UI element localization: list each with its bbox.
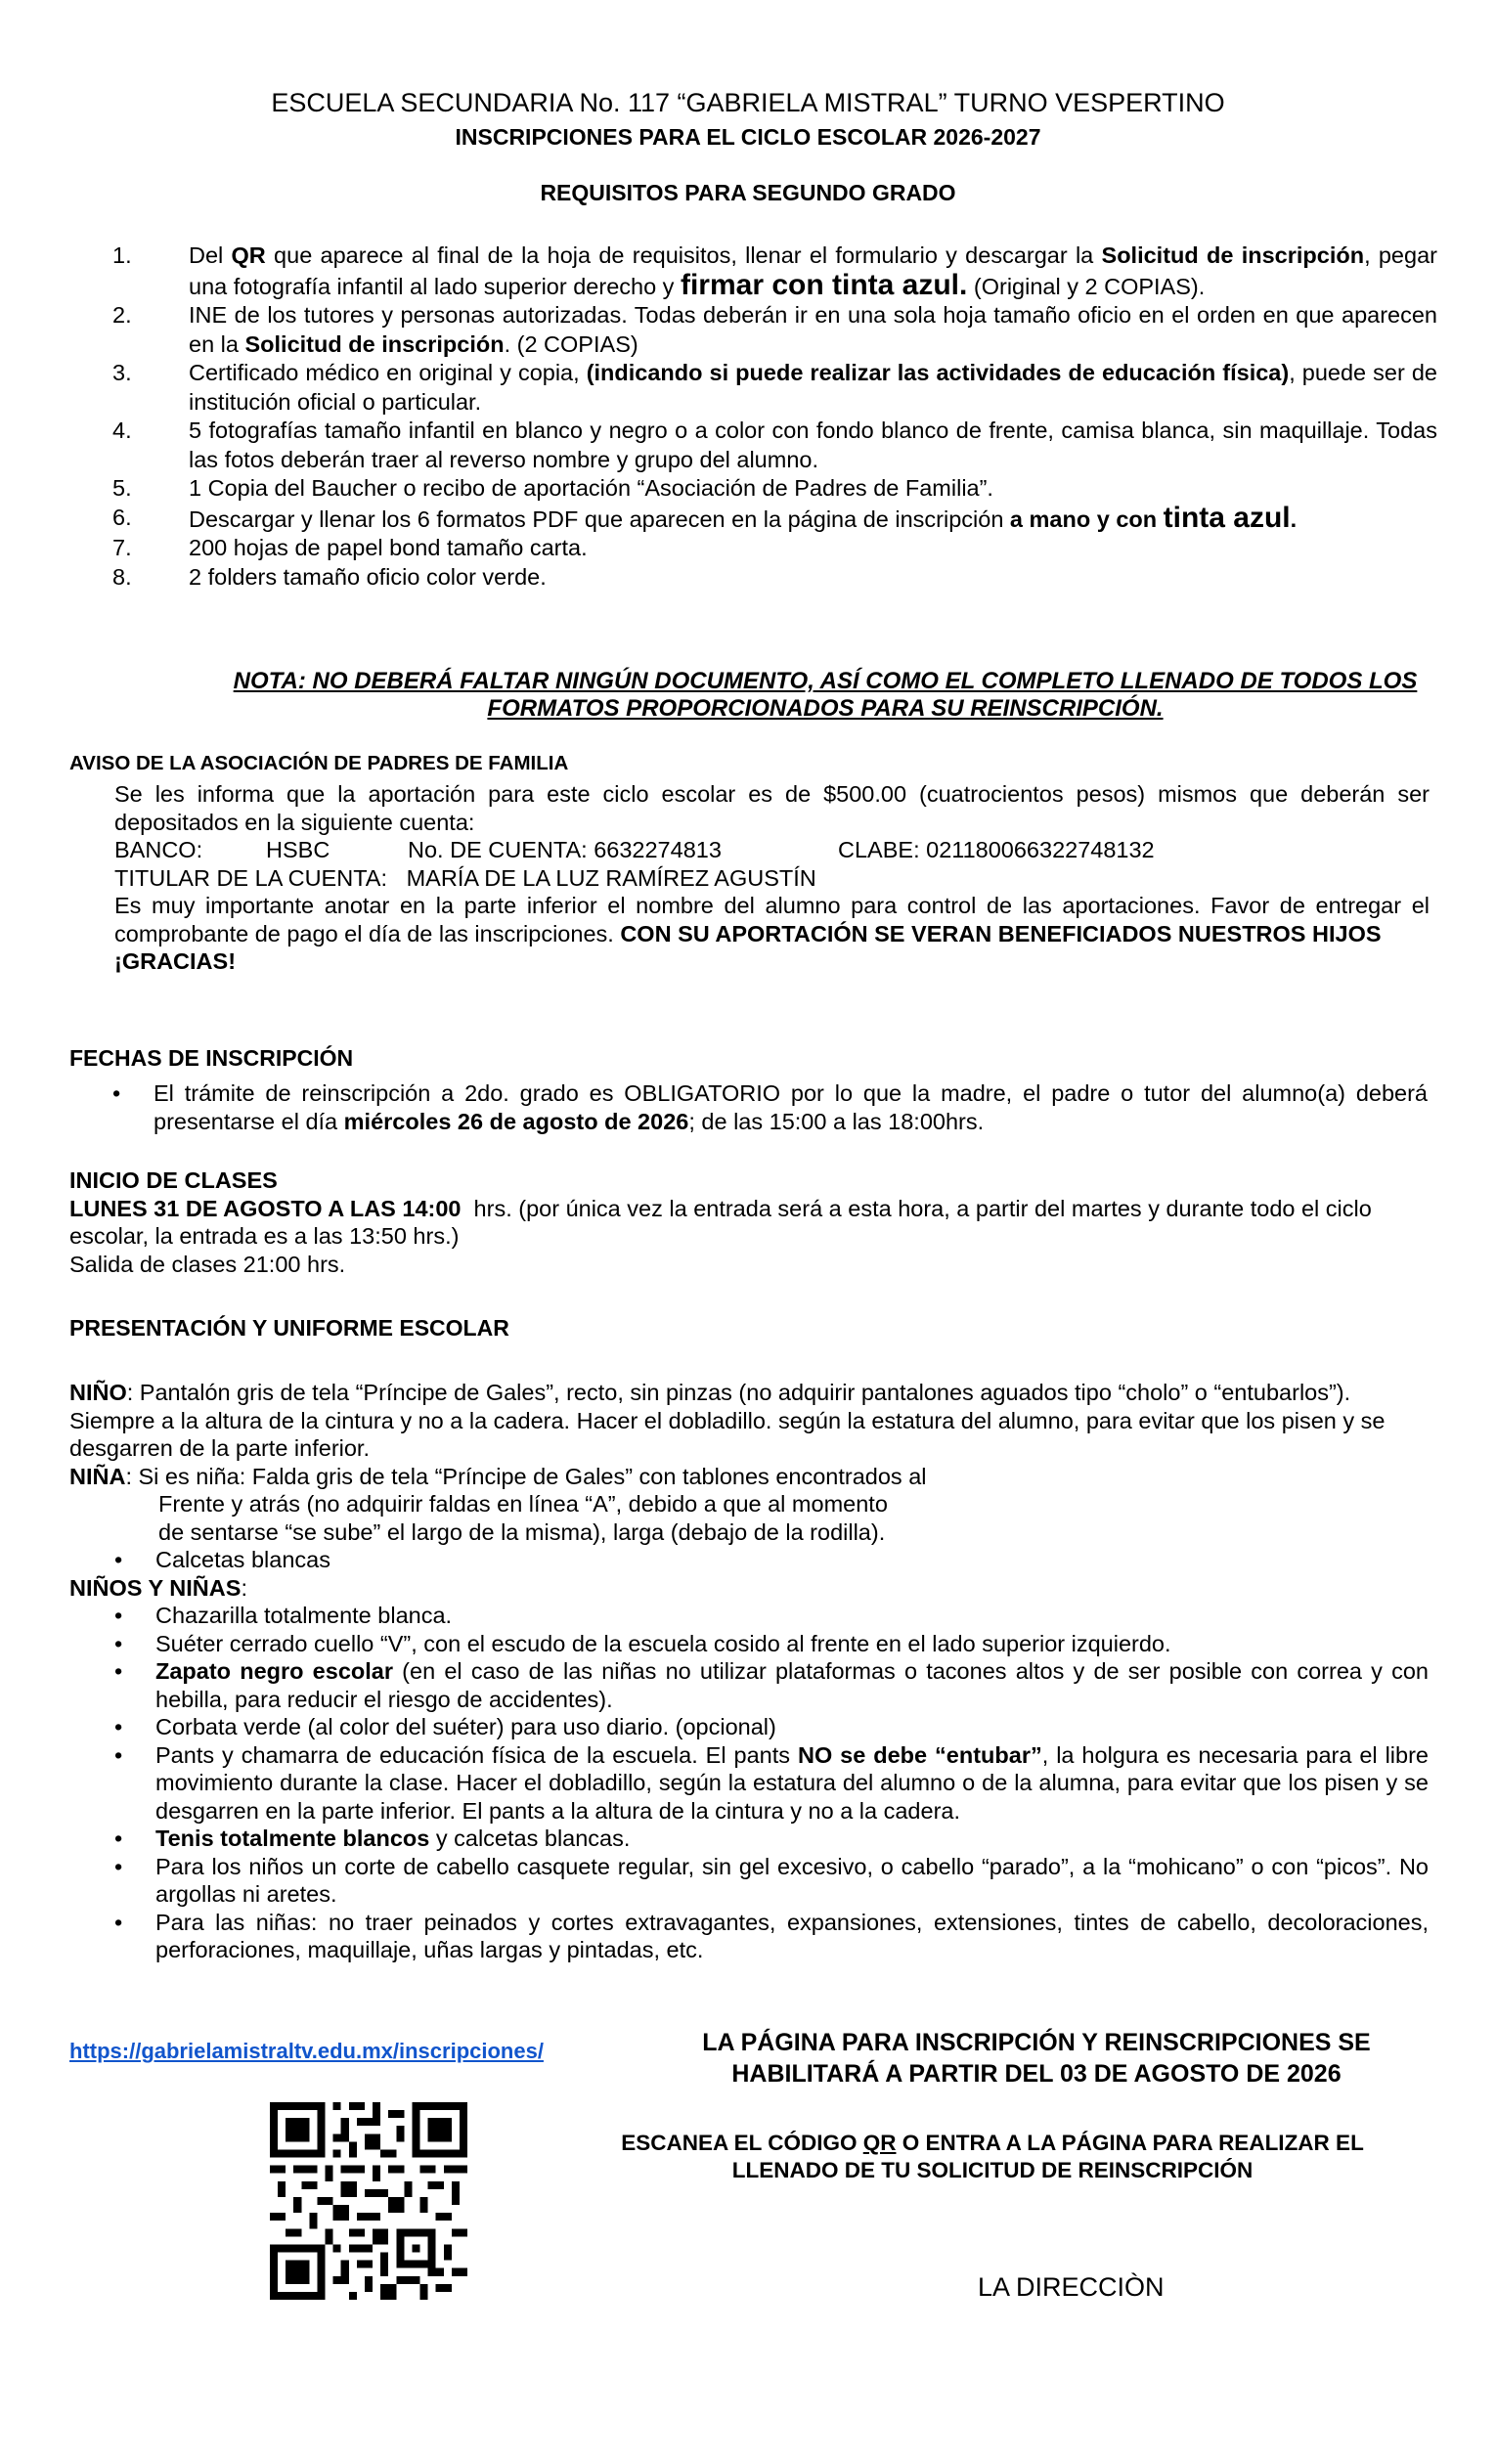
dates-text: ; de las 15:00 a las 18:00hrs.: [688, 1108, 985, 1134]
account-number: No. DE CUENTA: 6632274813: [408, 837, 722, 862]
girls-text: Frente y atrás (no adquirir faldas en línea “A”, debido a que al momento: [158, 1491, 888, 1517]
list-item-bold: Zapato negro escolar: [155, 1658, 393, 1684]
list-item-text: Para las niñas: no traer peinados y cortes extravagantes, expansiones, extensiones, tintes de cabello, decoloraciones, perforaciones, maquillaje, uñas largas y pintadas, etc.: [155, 1909, 1429, 1962]
requirement-item: [112, 501, 1437, 535]
item-text: INE de los tutores y personas autorizadas. Todas deberán ir en una sola hoja tamaño oficio en el orden en que aparecen en la: [189, 302, 1437, 357]
girls-text: : Si es niña: Falda gris de tela “Príncipe de Gales” con tablones encontrados al: [125, 1463, 927, 1489]
list-item-text: Suéter cerrado cuello “V”, con el escudo de la escuela cosido al frente en el lado superior izquierdo.: [155, 1630, 1171, 1656]
classes-start-text: [69, 1195, 1433, 1251]
requirement-item: [112, 242, 1437, 301]
list-item: [69, 1546, 1429, 1574]
boys-uniform: [69, 1379, 1429, 1463]
registration-link[interactable]: https://gabrielamistraltv.edu.mx/inscripciones/: [69, 2039, 544, 2063]
scan-qr-instructions: [577, 2130, 1408, 2184]
colon: :: [241, 1574, 247, 1601]
item-emphasis: tinta azul: [1163, 501, 1291, 534]
notice-note: [114, 892, 1430, 947]
item-emphasis: firmar con tinta azul.: [680, 268, 968, 301]
list-item: [69, 1741, 1429, 1826]
list-item-text: Pants y chamarra de educación física de la escuela. El pants: [155, 1741, 798, 1768]
item-number: 3.: [112, 360, 132, 385]
bullet-icon: •: [114, 1547, 123, 1572]
requirements-list: [112, 242, 1437, 592]
bullet-icon: •: [112, 1080, 121, 1106]
list-item: [69, 1657, 1429, 1713]
item-number: 8.: [112, 563, 132, 590]
list-item-text: Para los niños un corte de cabello casquete regular, sin gel excesivo, o cabello “parado”, a la “mohicano” o con “picos”. No argollas ni aretes.: [155, 1853, 1429, 1907]
note-text: Es muy importante anotar en la parte inferior el nombre del alumno para control de las aportaciones. Favor de entregar el comprobante de pago el día de las inscripciones.: [114, 893, 1430, 946]
uniform-section: [69, 1379, 1429, 1964]
item-text: Certificado médico en original y copia,: [189, 360, 587, 385]
requirements-title: REQUISITOS PARA SEGUNDO GRADO: [540, 180, 956, 205]
bullet-icon: •: [114, 1909, 123, 1935]
note-warning: NOTA: NO DEBERÁ FALTAR NINGÚN DOCUMENTO, ASÍ COMO EL COMPLETO LLENADO DE TODOS LOS FORMATOS PROPORCIONADOS PARA SU REINSCRIPCIÓN.: [233, 668, 1418, 722]
bank-label: BANCO:: [114, 837, 203, 862]
item-number: 1.: [112, 242, 132, 268]
all-students-label: NIÑOS Y NIÑAS: [69, 1574, 242, 1601]
item-number: 6.: [112, 504, 132, 530]
list-item-text: Chazarilla totalmente blanca.: [155, 1603, 453, 1628]
classes-start-section: [69, 1166, 1433, 1278]
requirement-item: [112, 563, 1437, 593]
dates-item: [112, 1079, 1428, 1135]
bullet-icon: •: [114, 1741, 123, 1768]
qr-code-icon: [270, 2099, 467, 2303]
requirement-item: [112, 359, 1437, 417]
list-item-text: Calcetas blancas: [155, 1547, 330, 1572]
uniform-heading: PRESENTACIÓN Y UNIFORME ESCOLAR: [69, 1315, 509, 1341]
account-holder: TITULAR DE LA CUENTA: MARÍA DE LA LUZ RAMÍREZ AGUSTÍN: [114, 864, 816, 891]
association-notice: [114, 780, 1430, 976]
bullet-icon: •: [114, 1853, 123, 1879]
item-text: Descargar y llenar los 6 formatos PDF que aparecen en la página de inscripción: [189, 506, 1010, 532]
bank-name: HSBC: [266, 837, 330, 862]
note-bold: CON SU APORTACIÓN SE VERAN BENEFICIADOS NUESTROS HIJOS: [620, 920, 1382, 946]
scan-text: O ENTRA A LA PÁGINA PARA REALIZAR EL LLENADO DE TU SOLICITUD DE REINSCRIPCIÓN: [731, 2131, 1364, 2182]
classes-start-heading: INICIO DE CLASES: [69, 1167, 278, 1193]
bullet-icon: •: [114, 1630, 123, 1656]
item-number: 2.: [112, 302, 132, 328]
list-item: [69, 1630, 1429, 1658]
list-item-bold: NO se debe “entubar”: [797, 1741, 1042, 1768]
item-text: Del: [189, 242, 232, 268]
scan-qr-word: QR: [862, 2131, 897, 2155]
item-bold: a mano y con: [1009, 506, 1164, 532]
item-text: (Original y 2 COPIAS).: [967, 273, 1206, 299]
dates-section: [112, 1079, 1428, 1135]
dates-text: El trámite de reinscripción a 2do. grado es OBLIGATORIO por lo que la madre, el padre o tutor del alumno(a) deberá presentarse el día: [154, 1080, 1428, 1134]
item-number: 5.: [112, 475, 132, 501]
item-bold: Solicitud de inscripción: [244, 330, 505, 357]
school-title: ESCUELA SECUNDARIA No. 117 “GABRIELA MISTRAL” TURNO VESPERTINO: [271, 88, 1225, 117]
list-item: [69, 1909, 1429, 1964]
item-number: 4.: [112, 418, 132, 443]
item-bold: QR: [231, 242, 266, 268]
page-availability-notice: LA PÁGINA PARA INSCRIPCIÓN Y REINSCRIPCIONES SE HABILITARÁ A PARTIR DEL 03 DE AGOSTO DE 2026: [702, 2029, 1371, 2088]
item-text: , pegar una fotografía infantil al lado superior derecho y: [189, 242, 1437, 299]
bullet-icon: •: [114, 1714, 123, 1739]
requirement-item: [112, 474, 1437, 504]
all-students-heading: [69, 1574, 1429, 1603]
list-item: [69, 1602, 1429, 1630]
clabe-number: CLABE: 021180066322748132: [838, 837, 1155, 862]
dates-bold: miércoles 26 de agosto de 2026: [343, 1108, 689, 1134]
bullet-icon: •: [114, 1603, 123, 1628]
requirement-item: [112, 534, 1437, 563]
list-item-text: Corbata verde (al color del suéter) para uso diario. (opcional): [155, 1714, 776, 1739]
item-number: 7.: [112, 535, 132, 560]
notice-intro: Se les informa que la aportación para este ciclo escolar es de $500.00 (cuatrocientos pesos) mismos que deberán ser depositados en la siguiente cuenta:: [114, 781, 1430, 835]
item-bold: (indicando si puede realizar las actividades de educación física): [586, 360, 1290, 385]
list-item-text: y calcetas blancas.: [429, 1826, 631, 1851]
list-item-bold: Tenis totalmente blancos: [155, 1826, 430, 1851]
requirement-item: [112, 301, 1437, 359]
item-text: que aparece al final de la hoja de requisitos, llenar el formulario y descargar la: [265, 242, 1102, 268]
dates-heading: FECHAS DE INSCRIPCIÓN: [69, 1045, 354, 1071]
scan-text: ESCANEA EL CÓDIGO: [621, 2131, 863, 2155]
girls-uniform: [69, 1463, 1429, 1491]
classes-start-date: LUNES 31 DE AGOSTO A LAS 14:00: [69, 1195, 462, 1221]
list-item: [69, 1713, 1429, 1741]
item-bold: Solicitud de inscripción: [1101, 242, 1365, 268]
girls-text: de sentarse “se sube” el largo de la misma), larga (debajo de la rodilla).: [158, 1518, 886, 1545]
classes-start-detail: hrs. (por única vez la entrada será a esta hora, a partir del martes y durante todo el ciclo escolar, la entrada es a las 13:50 hrs.): [69, 1195, 1379, 1249]
item-text: , puede ser de institución oficial o particular.: [189, 360, 1437, 415]
signature-direction: LA DIRECCIÒN: [978, 2272, 1165, 2302]
association-heading: AVISO DE LA ASOCIACIÓN DE PADRES DE FAMILIA: [69, 752, 569, 774]
boys-text: : Pantalón gris de tela “Príncipe de Gales”, recto, sin pinzas (no adquirir pantalones aguados tipo “cholo” o “entubarlos”). Siempre a la altura de la cintura y no a la cadera. Hacer el dobladillo. según la estatura del alumno, para evitar que los pisen y se desgarren de la parte inferior.: [69, 1380, 1386, 1461]
girls-label: NIÑA: [69, 1463, 126, 1489]
thanks: ¡GRACIAS!: [114, 948, 237, 974]
classes-end-time: Salida de clases 21:00 hrs.: [69, 1251, 346, 1277]
bullet-icon: •: [114, 1658, 123, 1684]
list-item-text: , la holgura es necesaria para el libre movimiento durante la clase. Hacer el dobladillo, según la estatura del alumno o de la alumna, para evitar que los pisen y se desgarren en la parte inferior. El pants a la altura de la cintura y no a la cadera.: [155, 1741, 1429, 1824]
item-text: 200 hojas de papel bond tamaño carta.: [189, 535, 588, 560]
list-item: [69, 1825, 1429, 1853]
item-text: 5 fotografías tamaño infantil en blanco y negro o a color con fondo blanco de frente, camisa blanca, sin maquillaje. Todas las fotos deberán traer al reverso nombre y grupo del alumno.: [189, 418, 1437, 472]
item-text: 2 folders tamaño oficio color verde.: [189, 563, 547, 590]
item-text: 1 Copia del Baucher o recibo de aportación “Asociación de Padres de Familia”.: [189, 475, 993, 501]
bullet-icon: •: [114, 1826, 123, 1851]
list-item: [69, 1853, 1429, 1909]
cycle-title: INSCRIPCIONES PARA EL CICLO ESCOLAR 2026-2027: [455, 124, 1041, 150]
list-item-text: (en el caso de las niñas no utilizar plataformas o tacones altos y de ser posible con correa y con hebilla, para reducir el riesgo de accidentes).: [155, 1658, 1429, 1712]
item-text: . (2 COPIAS): [504, 330, 638, 357]
bank-line: [114, 836, 1430, 864]
boys-label: NIÑO: [69, 1380, 127, 1405]
requirement-item: [112, 417, 1437, 474]
item-text: .: [1290, 506, 1298, 532]
